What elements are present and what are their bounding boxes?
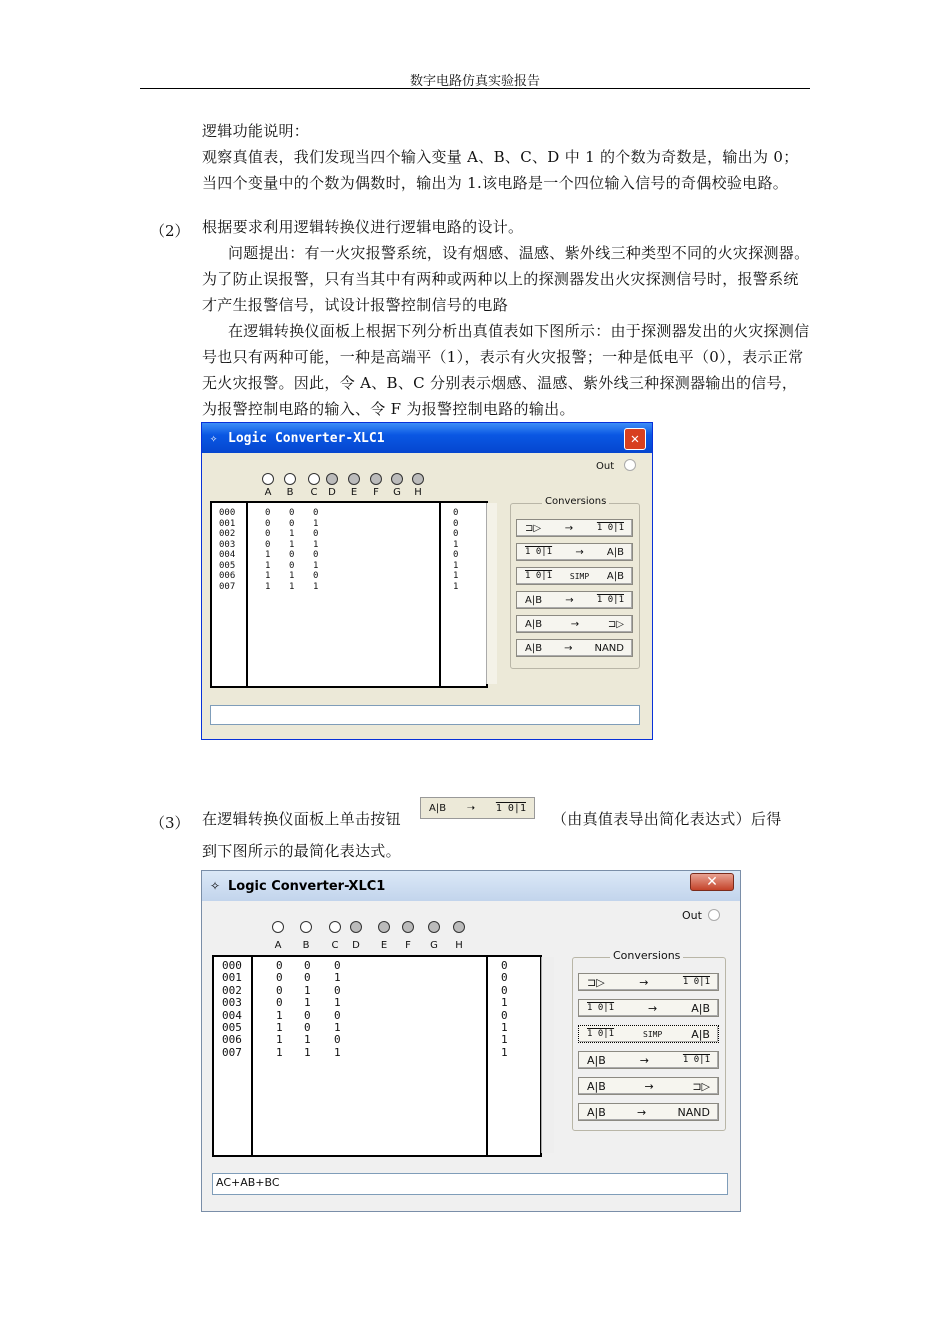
close-button-2[interactable]: ✕ [690,873,734,891]
row-index-column: 000 001 002 003 004 005 006 007 [219,508,236,592]
out-indicator [624,459,636,471]
expression-field[interactable] [210,705,640,725]
input-label-c: C [310,487,318,498]
conversions-label: Conversions [542,496,609,507]
input-label-b: B [286,487,294,498]
input-label-e: E [350,487,358,498]
section2-analysis: 在逻辑转换仪面板上根据下列分析出真值表如下图所示：由于探测器发出的火灾探测信号也只有两种可能，一种是高端平（1），表示有火灾报警；一种是低电平（0），表示正常无火灾报警。因此，令 A、B、C 分别表示烟感、温感、紫外线三种探测器输出的信号，为报警控制电路的输入、令 F 为报警控制电路的输出。 [202,322,810,418]
column-c: 0 1 0 1 0 1 0 1 [334,959,341,1059]
inline-button-right: 1 0|1 [495,802,526,814]
button-left-label: A|B [525,618,543,630]
section1-heading: 逻辑功能说明： [202,122,310,140]
section3-text-line2: 到下图所示的最简化表达式。 [202,842,401,860]
input-terminal-a[interactable] [262,473,274,485]
conversion-button-2[interactable] [578,999,719,1017]
button-left-label: A|B [587,1105,606,1119]
out-label-2: Out [682,909,702,922]
button-left-label: 1 0|1 [587,1029,615,1039]
inline-simp-button [420,797,535,819]
input-label-g-2: G [430,940,438,951]
button-left-label: 1 0|1 [525,547,553,557]
button-right-label: ⊐▷ [692,1079,710,1093]
truth-table[interactable] [210,501,488,688]
scrollbar[interactable] [486,503,497,684]
conversion-button-5[interactable] [578,1077,719,1095]
conversion-button-5[interactable] [516,615,633,633]
button-right-label: 1 0|1 [596,523,624,533]
arrow-icon: → [648,1001,658,1015]
arrow-icon: → [639,975,649,989]
logic-converter-window-1 [201,422,653,740]
input-terminal-b-2[interactable] [300,921,312,933]
arrow-icon: → [570,618,580,630]
button-left-label: A|B [525,642,543,654]
logic-converter-window-2 [201,870,741,1212]
button-right-label: 1 0|1 [682,1055,710,1065]
close-button[interactable]: ✕ [624,428,646,450]
output-column: 0 0 0 1 0 1 1 1 [453,508,459,592]
input-label-b-2: B [302,940,310,951]
conversion-button-4[interactable] [578,1051,719,1069]
section3-number: （3） [150,814,190,832]
section2-number: （2） [150,222,190,240]
inline-button-left: A|B [429,802,447,814]
out-label: Out [596,461,615,472]
input-label-c-2: C [331,940,339,951]
input-terminal-d-2[interactable] [350,921,362,933]
input-label-f: F [373,487,379,498]
row-index-column: 000 001 002 003 004 005 006 007 [222,959,242,1059]
header-rule [140,88,810,89]
arrow-icon: SIMP [569,571,590,581]
arrow-icon: → [575,546,584,558]
truth-table-2[interactable] [212,955,542,1157]
conversion-button-1[interactable] [516,519,633,537]
input-terminal-e-2[interactable] [378,921,390,933]
arrow-icon: → [644,1079,654,1093]
button-left-label: A|B [525,594,543,606]
input-label-h: H [414,487,422,498]
arrow-icon: → [565,594,574,606]
section2-problem: 问题提出：有一火灾报警系统，设有烟感、温感、紫外线三种类型不同的火灾探测器。为了防止误报警，只有当其中有两种或两种以上的探测器发出火灾探测信号时，报警系统才产生报警信号，试设计报警控制信号的电路 [202,244,810,314]
section1-text: 观察真值表，我们发现当四个输入变量 A、B、C、D 中 1 的个数为奇数是，输出为 0；当四个变量中的个数为偶数时，输出为 1.该电路是一个四位输入信号的奇偶校验电路。 [202,148,799,192]
button-right-label: A|B [606,570,624,582]
output-divider [486,957,488,1155]
button-left-label: A|B [587,1079,606,1093]
index-divider [251,957,253,1155]
input-label-a-2: A [274,940,282,951]
section2-intro: 根据要求利用逻辑转换仪进行逻辑电路的设计。 [202,218,524,236]
button-left-label: ⊐▷ [587,975,605,989]
input-terminal-f[interactable] [370,473,382,485]
output-divider [439,503,441,686]
input-terminal-g[interactable] [391,473,403,485]
arrow-icon: → [564,522,574,534]
arrow-icon: → [639,1053,649,1067]
app-icon: ✧ [210,879,221,893]
conversion-button-2[interactable] [516,543,633,561]
out-indicator-2 [708,909,720,921]
conversion-button-3[interactable] [516,567,633,585]
scrollbar-2[interactable] [541,957,554,1153]
button-left-label: 1 0|1 [525,571,553,581]
button-left-label: 1 0|1 [587,1003,615,1013]
button-right-label: A|B [691,1001,710,1015]
button-right-label: A|B [606,546,624,558]
column-b: 0 0 1 1 0 0 1 1 [304,959,311,1059]
input-label-e-2: E [380,940,388,951]
input-terminal-e[interactable] [348,473,360,485]
input-terminal-c[interactable] [308,473,320,485]
input-terminal-b[interactable] [284,473,296,485]
window-title: Logic Converter-XLC1 [228,431,385,446]
input-label-a: A [264,487,272,498]
button-left-label: A|B [587,1053,606,1067]
conversion-button-1[interactable] [578,973,719,991]
input-terminal-h-2[interactable] [453,921,465,933]
column-c: 0 1 0 1 0 1 0 1 [313,508,319,592]
input-label-f-2: F [405,940,411,951]
button-right-label: A|B [691,1027,710,1041]
arrow-icon: → [637,1105,647,1119]
section3-text-before: 在逻辑转换仪面板上单击按钮 [202,810,401,828]
conversion-button-6[interactable] [578,1103,719,1121]
title-bar-2 [202,871,740,901]
conversions-label-2: Conversions [610,949,683,962]
input-terminal-c-2[interactable] [329,921,341,933]
column-b: 0 0 1 1 0 0 1 1 [289,508,295,592]
input-terminal-h[interactable] [412,473,424,485]
app-icon: ✧ [210,431,218,445]
conversion-button-3[interactable] [578,1025,719,1043]
button-right-label: 1 0|1 [596,595,624,605]
arrow-icon: → [564,642,573,654]
page-header: 数字电路仿真实验报告 [409,74,540,89]
output-column: 0 0 0 1 0 1 1 1 [501,959,508,1059]
window-title-2: Logic Converter-XLC1 [228,879,386,894]
arrow-icon: ➝ [466,802,476,814]
section2 [202,214,812,422]
column-a: 0 0 0 0 1 1 1 1 [276,959,283,1059]
button-right-label: 1 0|1 [682,977,710,987]
input-label-d: D [328,487,336,498]
button-right-label: ⊐▷ [607,618,624,630]
input-label-h-2: H [455,940,463,951]
section3-text-after: （由真值表导出简化表达式）后得 [552,810,782,828]
title-bar [202,423,652,453]
conversion-button-6[interactable] [516,639,633,657]
expression-field-2[interactable]: AC+AB+BC [212,1173,728,1195]
input-label-d-2: D [352,940,360,951]
arrow-icon: SIMP [643,1029,663,1039]
input-terminal-g-2[interactable] [428,921,440,933]
button-right-label: NAND [594,642,624,654]
column-a: 0 0 0 0 1 1 1 1 [265,508,271,592]
section1 [202,118,812,196]
conversion-button-4[interactable] [516,591,633,609]
input-label-g: G [393,487,401,498]
input-terminal-d[interactable] [326,473,338,485]
button-left-label: ⊐▷ [525,522,542,534]
index-divider [246,503,248,686]
input-terminal-a-2[interactable] [272,921,284,933]
button-right-label: NAND [677,1105,710,1119]
input-terminal-f-2[interactable] [402,921,414,933]
